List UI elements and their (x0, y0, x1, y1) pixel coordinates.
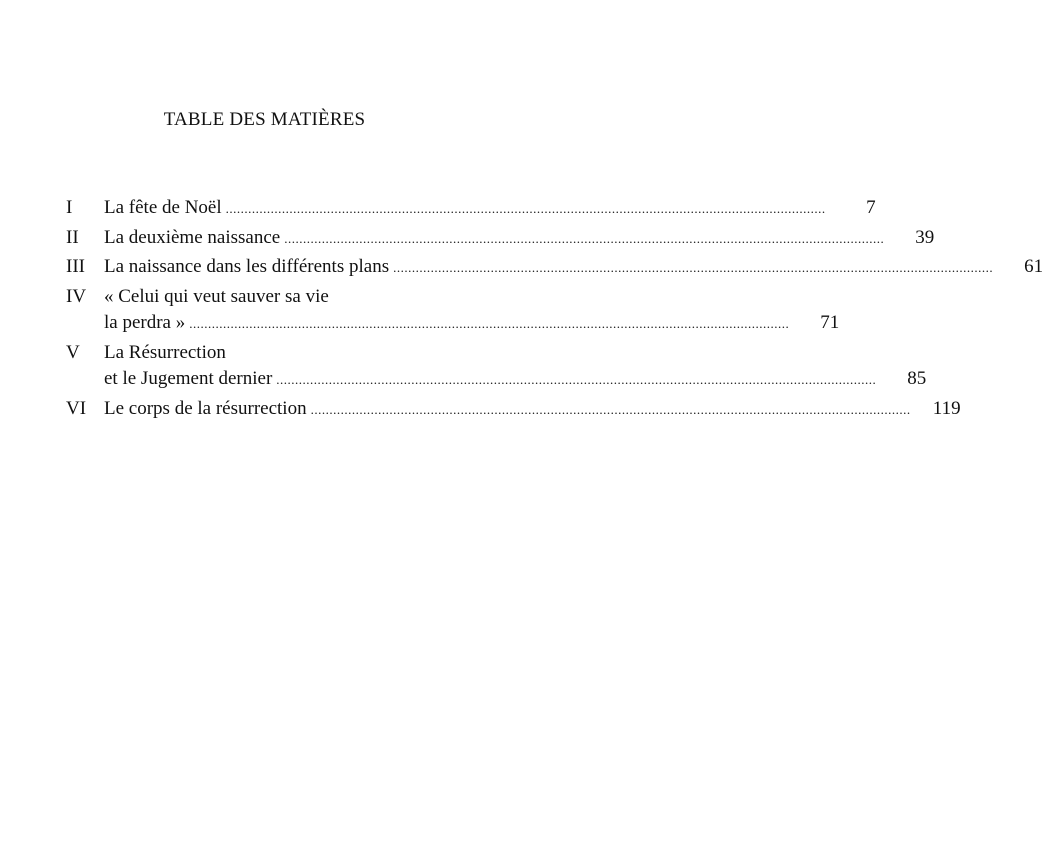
chapter-number: I (66, 197, 73, 218)
toc-entry[interactable] (66, 284, 840, 338)
toc-entry-line (104, 284, 839, 311)
page-number: 119 (932, 397, 961, 419)
chapter-number: IV (66, 285, 87, 307)
chapter-title: La Résurrection (104, 341, 226, 363)
toc-entry-line (104, 310, 839, 338)
chapter-title: « Celui qui veut sauver sa vie (104, 285, 329, 307)
page-number: 39 (915, 226, 935, 248)
toc-entry-body (104, 284, 839, 338)
chapter-title-continued: et le Jugement dernier (104, 368, 273, 389)
dot-leader (393, 255, 993, 282)
toc-entry-body (104, 340, 926, 394)
dot-leader (284, 226, 884, 253)
toc-entry-body (104, 225, 934, 253)
page-number: 85 (907, 368, 927, 389)
toc-entry-line (104, 396, 961, 424)
chapter-title: La naissance dans les différents plans (104, 256, 390, 277)
chapter-title-continued: la perdra » (104, 312, 186, 333)
dot-leader (311, 397, 911, 424)
chapter-title: La deuxième naissance (104, 226, 281, 248)
chapter-title: Le corps de la résurrection (104, 397, 307, 419)
toc-entry[interactable] (66, 195, 876, 223)
chapter-number: III (66, 256, 85, 277)
toc-entry-body (104, 396, 961, 424)
toc-entry-body (104, 195, 876, 223)
page-number: 7 (866, 197, 876, 218)
toc-entry-line (104, 195, 876, 223)
toc-entry-line (104, 366, 926, 394)
dot-leader (276, 367, 876, 394)
toc-title: TABLE DES MATIÈRES (163, 109, 366, 130)
page-number: 71 (820, 312, 840, 333)
toc-entry-line (104, 254, 1043, 282)
chapter-title: La fête de Noël (104, 197, 222, 218)
toc-entry[interactable] (66, 396, 961, 424)
toc-entry[interactable] (66, 340, 927, 394)
table-of-contents (66, 195, 1043, 425)
dot-leader (189, 311, 789, 338)
toc-entry[interactable] (66, 225, 935, 253)
chapter-number: II (66, 226, 79, 248)
chapter-number: V (66, 341, 80, 363)
dot-leader (226, 196, 826, 223)
page-number: 61 (1024, 256, 1043, 277)
toc-entry-line (104, 225, 934, 253)
toc-entry[interactable] (66, 254, 1043, 282)
toc-entry-line (104, 340, 926, 367)
toc-entry-body (104, 254, 1043, 282)
chapter-number: VI (66, 397, 87, 419)
